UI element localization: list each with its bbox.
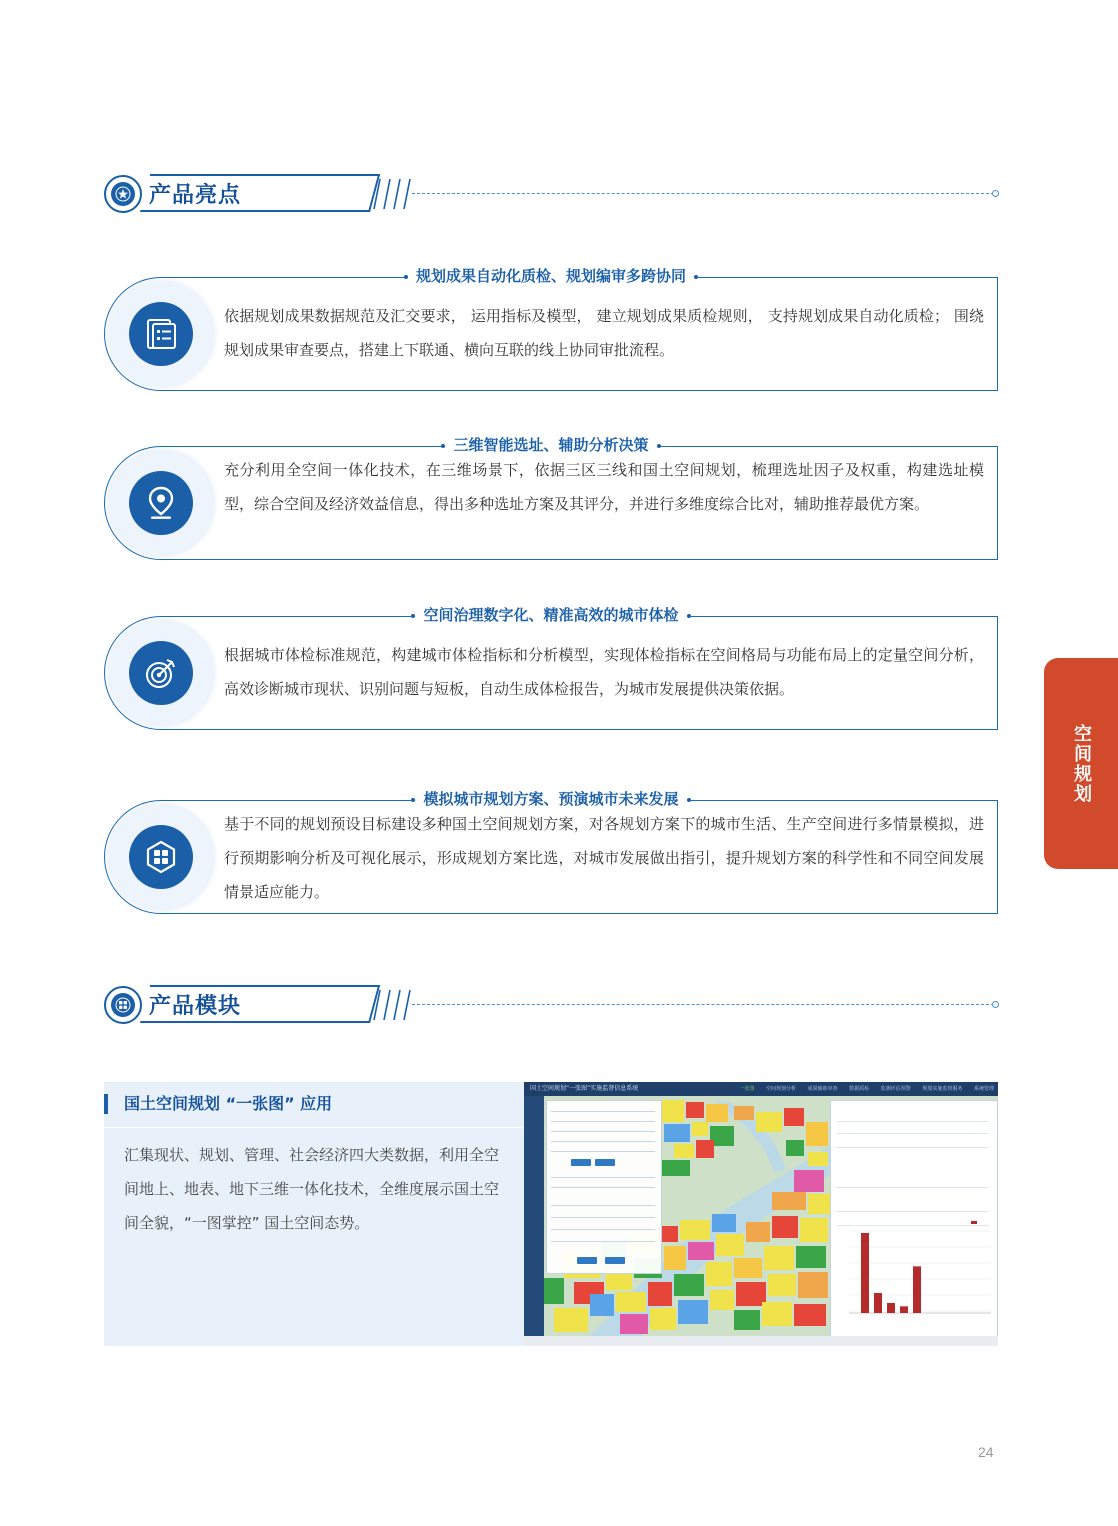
card-title: 三维智能选址、辅助分析决策: [441, 436, 660, 454]
card-body: 基于不同的规划预设目标建设多种国土空间规划方案，对各规划方案下的城市生活、生产空间进行多情景模拟，进行预期影响分析及可视化展示，形成规划方案比选，对城市发展做出指引，提升规划方案的科学性和不同空间发展情景适应能力。: [224, 815, 984, 901]
section-dashed-line: [412, 193, 994, 194]
chart-bar: [887, 1303, 895, 1313]
card-body: 充分利用全空间一体化技术，在三维场景下，依据三区三线和国土空间规划，梳理选址因子及权重，构建选址模型，综合空间及经济效益信息，得出多种选址方案及其评分，并进行多维度综合比对，辅助推荐最优方案。: [224, 461, 984, 513]
screenshot-tab[interactable]: 一张图: [739, 1086, 755, 1092]
screenshot-tab[interactable]: 系统管理: [973, 1086, 994, 1092]
card-title: 模拟城市规划方案、预演城市未来发展: [411, 790, 690, 808]
chart-bar: [861, 1233, 869, 1313]
section-title: 产品模块: [149, 994, 242, 1019]
area-bar-chart: [831, 1101, 997, 1339]
module-description: 汇集现状、规划、管理、社会经济四大类数据，利用全空间地上、地表、地下三维一体化技术，全维度展示国土空间全貌，“一图掌控” 国土空间态势。: [124, 1146, 500, 1232]
highlight-card-qc: [104, 267, 998, 391]
star-badge-icon: [111, 182, 135, 206]
modules-grid-icon: [111, 993, 135, 1017]
highlight-card-site-selection: [104, 436, 998, 560]
page-number: 24: [978, 1444, 994, 1460]
cube-grid-icon: [129, 825, 193, 889]
target-arrow-icon: [129, 641, 193, 705]
section-line-end-dot: [992, 1001, 999, 1008]
card-title: 空间治理数字化、精准高效的城市体检: [411, 606, 690, 624]
section-dashed-line: [412, 1004, 994, 1005]
module-one-map-panel: [104, 1082, 524, 1346]
screenshot-statusbar: [524, 1336, 998, 1346]
section-line-end-dot: [992, 190, 999, 197]
slash-decoration-icon: [366, 176, 414, 212]
section-badge: [104, 175, 142, 213]
highlight-card-plan-simulation: [104, 790, 998, 914]
screenshot-left-toolbar: [524, 1096, 544, 1346]
screenshot-tab[interactable]: 规划实施监督服务: [922, 1086, 963, 1092]
section-badge: [104, 986, 142, 1024]
chart-bar: [874, 1293, 882, 1313]
module-title: 国土空间规划 “一张图” 应用: [124, 1094, 333, 1113]
section-title: 产品亮点: [149, 183, 242, 208]
screenshot-tab[interactable]: 监测评估预警: [880, 1086, 911, 1092]
screenshot-tab[interactable]: 空间规划分析: [765, 1086, 796, 1092]
section-header-modules: [104, 985, 998, 1025]
screenshot-stats-panel: [830, 1100, 998, 1340]
module-title-accent: [104, 1094, 108, 1114]
card-body: 根据城市体检标准规范，构建城市体检指标和分析模型，实现体检指标在空间格局与功能布局上的定量空间分析，高效诊断城市现状、识别问题与短板，自动生成体检报告，为城市发展提供决策依据。: [224, 646, 984, 698]
card-title: 规划成果自动化质检、规划编审多跨协同: [404, 267, 698, 285]
location-pin-icon: [129, 471, 193, 535]
one-map-system-screenshot: [524, 1082, 998, 1346]
screenshot-query-panel: [546, 1100, 662, 1274]
module-divider: [104, 1127, 524, 1128]
screenshot-tabs: [729, 1084, 994, 1094]
screenshot-tab[interactable]: 数据质检: [849, 1086, 870, 1092]
section-header-highlights: [104, 174, 998, 214]
highlight-card-city-checkup: [104, 606, 998, 730]
screenshot-window-title: 国土空间规划“一张图”实施监督信息系统: [530, 1085, 639, 1092]
document-checklist-icon: [129, 302, 193, 366]
card-body: 依据规划成果数据规范及汇交要求， 运用指标及模型， 建立规划成果质检规则， 支持规划成果自动化质检； 围绕规划成果审查要点，搭建上下联通、横向互联的线上协同审批流程。: [224, 307, 984, 359]
screenshot-tab[interactable]: 成果辅助审查: [807, 1086, 838, 1092]
chart-bar: [913, 1266, 921, 1313]
chart-bar: [900, 1306, 908, 1313]
screenshot-titlebar: [524, 1082, 998, 1096]
side-tab-spatial-planning[interactable]: 空间规划: [1044, 658, 1118, 869]
slash-decoration-icon: [366, 987, 414, 1023]
